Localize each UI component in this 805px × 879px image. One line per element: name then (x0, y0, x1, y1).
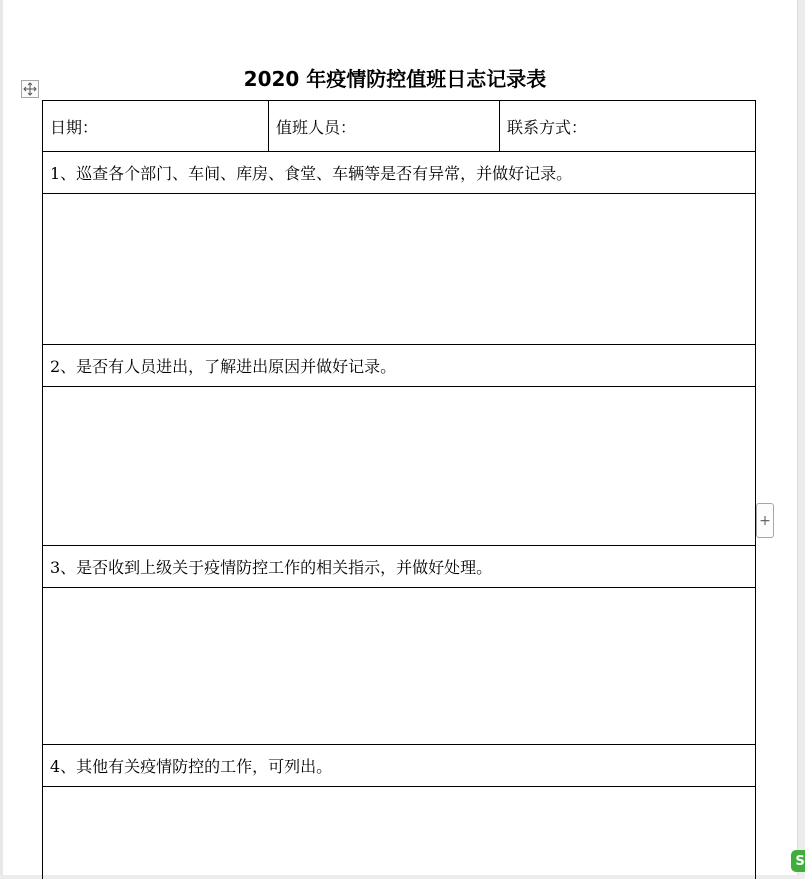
staff-label: 值班人员： (276, 117, 357, 137)
table-row (43, 588, 756, 745)
question-cell-3[interactable] (43, 546, 756, 588)
question-text-3: 3、是否收到上级关于疫情防控工作的相关指示，并做好处理。 (50, 558, 493, 577)
page-edge-left (0, 0, 3, 879)
add-column-button[interactable] (756, 503, 774, 538)
table-row (43, 387, 756, 546)
table-row (43, 745, 756, 787)
table-row (43, 546, 756, 588)
answer-cell-4[interactable] (43, 787, 756, 879)
answer-cell-2[interactable] (43, 387, 756, 546)
document-title-text: 2020 年疫情防控值班日志记录表 (243, 67, 547, 91)
question-cell-4[interactable] (43, 745, 756, 787)
table-row (43, 194, 756, 345)
contact-label: 联系方式： (507, 117, 588, 137)
question-text-2: 2、是否有人员进出，了解进出原因并做好记录。 (50, 357, 397, 376)
table-row (43, 787, 756, 879)
question-cell-2[interactable] (43, 345, 756, 387)
table-header-row (43, 101, 756, 152)
question-text-4: 4、其他有关疫情防控的工作，可列出。 (50, 757, 333, 776)
page-edge-right (797, 0, 805, 879)
date-label: 日期： (50, 117, 99, 137)
date-cell[interactable] (43, 101, 269, 152)
app-logo-icon[interactable]: S (791, 850, 805, 872)
plus-icon: + (759, 512, 771, 529)
question-text-1: 1、巡查各个部门、车间、库房、食堂、车辆等是否有异常，并做好记录。 (50, 164, 573, 183)
answer-cell-3[interactable] (43, 588, 756, 745)
answer-cell-1[interactable] (43, 194, 756, 345)
table-row (43, 345, 756, 387)
duty-log-table (42, 100, 756, 879)
contact-cell[interactable] (500, 101, 756, 152)
question-cell-1[interactable] (43, 152, 756, 194)
table-row (43, 152, 756, 194)
document-title (0, 62, 734, 96)
staff-cell[interactable] (269, 101, 500, 152)
